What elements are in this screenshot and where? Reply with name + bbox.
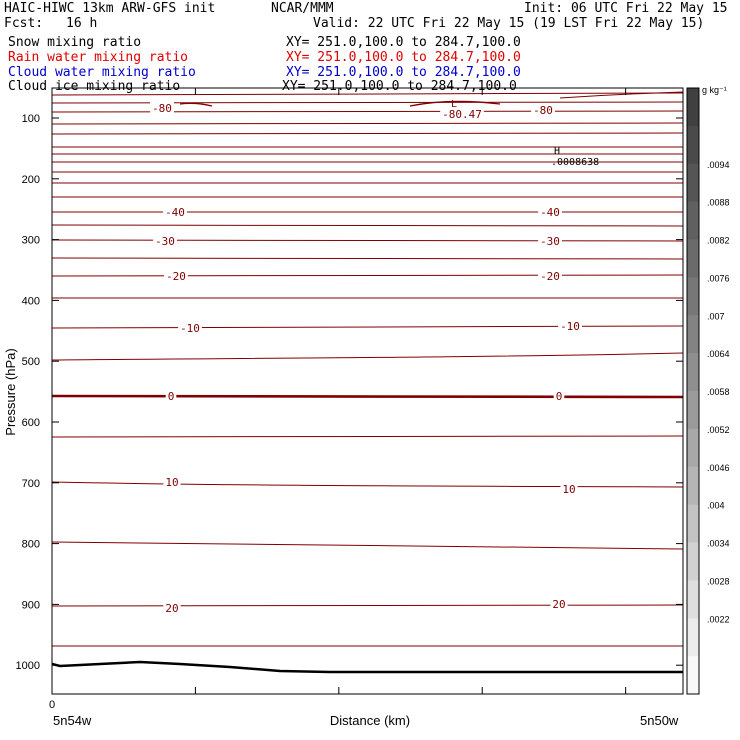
contour-label: -40 bbox=[165, 206, 185, 219]
contour-line bbox=[52, 240, 683, 241]
contour-line bbox=[52, 326, 683, 328]
colorbar-tick-label: .0088 bbox=[707, 197, 730, 208]
y-tick-label: 300 bbox=[21, 234, 40, 247]
colorbar-swatch bbox=[687, 277, 699, 315]
extremum-marker: L bbox=[450, 99, 458, 110]
contour-label: -80 bbox=[533, 104, 553, 117]
y-tick-label: 700 bbox=[21, 477, 40, 490]
colorbar-swatch bbox=[687, 202, 699, 240]
extremum-marker: H bbox=[553, 146, 561, 157]
plot-frame bbox=[52, 88, 683, 694]
contour-line bbox=[52, 353, 683, 360]
colorbar-tick-label: .0022 bbox=[707, 614, 730, 625]
colorbar-tick-label: .0052 bbox=[707, 424, 730, 435]
colorbar-swatch bbox=[687, 467, 699, 505]
chart-title: HAIC-HIWC 13km ARW-GFS init bbox=[4, 1, 216, 16]
extremum-value: .0008638 bbox=[551, 157, 600, 168]
contour-line bbox=[52, 171, 683, 172]
y-tick-label: 500 bbox=[21, 356, 40, 369]
colorbar-tick-label: .0046 bbox=[707, 462, 730, 473]
contour-label: 0 bbox=[555, 390, 563, 403]
x-axis-label: Distance (km) bbox=[329, 713, 411, 728]
x-start-label: 5n54w bbox=[53, 713, 92, 728]
field-cloudwater-xy: XY= 251.0,100.0 to 284.7,100.0 bbox=[286, 65, 521, 80]
contour-line bbox=[52, 258, 683, 259]
contour-label: -80 bbox=[152, 102, 172, 115]
contour-label: -10 bbox=[560, 320, 580, 333]
fcst-label: Fcst: bbox=[4, 16, 44, 31]
fcst-value: 16 h bbox=[66, 16, 98, 31]
contour-line bbox=[52, 482, 683, 487]
terrain-line bbox=[52, 662, 683, 672]
contour-line bbox=[52, 542, 683, 549]
y-tick-label: 400 bbox=[21, 295, 40, 308]
field-rain-xy: XY= 251.0,100.0 to 284.7,100.0 bbox=[286, 50, 521, 65]
colorbar-swatch bbox=[687, 429, 699, 467]
colorbar-tick-label: .0058 bbox=[707, 387, 730, 397]
contour-line bbox=[52, 396, 683, 397]
colorbar-swatch bbox=[687, 656, 699, 694]
contour-label: -40 bbox=[540, 206, 560, 219]
valid-time: Valid: 22 UTC Fri 22 May 15 (19 LST Fri 22 May 15) bbox=[313, 16, 705, 31]
contour-line bbox=[52, 123, 683, 125]
colorbar-swatch bbox=[687, 505, 699, 543]
contour-line bbox=[52, 93, 683, 95]
y-tick-label: 900 bbox=[21, 599, 40, 612]
contour-line bbox=[52, 133, 683, 134]
x-axis bbox=[52, 88, 626, 694]
y-tick-label: 800 bbox=[21, 538, 40, 551]
contour-line bbox=[52, 111, 683, 112]
plot-border bbox=[52, 88, 683, 694]
contour-line bbox=[52, 146, 683, 147]
contour-line bbox=[52, 225, 683, 227]
colorbar-swatch bbox=[687, 618, 699, 656]
colorbar-tick-label: .0034 bbox=[707, 538, 730, 549]
contour-label: 20 bbox=[165, 602, 179, 615]
contour-line bbox=[52, 436, 683, 437]
field-rain-name: Rain water mixing ratio bbox=[8, 50, 189, 65]
contour-line bbox=[52, 646, 683, 647]
contour-label: 0 bbox=[167, 390, 175, 403]
field-cloudice-name: Cloud ice mixing ratio bbox=[8, 79, 181, 94]
field-snow-name: Snow mixing ratio bbox=[8, 35, 142, 50]
contour-label: -80.47 bbox=[442, 108, 482, 121]
field-cloudwater-name: Cloud water mixing ratio bbox=[8, 65, 196, 80]
colorbar-swatch bbox=[687, 88, 699, 126]
contour-line bbox=[52, 102, 683, 103]
field-snow-xy: XY= 251.0,100.0 to 284.7,100.0 bbox=[286, 35, 521, 50]
colorbar-tick-label: .0064 bbox=[707, 349, 730, 360]
colorbar-tick-label: .0028 bbox=[707, 576, 730, 587]
init-time: Init: 06 UTC Fri 22 May 15 bbox=[524, 1, 728, 16]
colorbar-tick-label: .0076 bbox=[707, 273, 730, 284]
x-tick-label-0: 0 bbox=[48, 699, 56, 711]
contour-line bbox=[52, 154, 683, 155]
colorbar-swatch bbox=[687, 391, 699, 429]
contour-label: -20 bbox=[540, 270, 560, 283]
contour-line bbox=[52, 605, 683, 606]
colorbar-swatch bbox=[687, 580, 699, 618]
contour-line bbox=[180, 103, 212, 106]
colorbar-tick-label: .004 bbox=[707, 500, 725, 511]
x-end-label: 5n50w bbox=[640, 713, 679, 728]
colorbar bbox=[687, 88, 730, 695]
field-cloudice-xy: XY= 251.0,100.0 to 284.7,100.0 bbox=[282, 79, 517, 94]
contour-label: 10 bbox=[165, 476, 179, 489]
colorbar-tick-label: .007 bbox=[707, 311, 725, 322]
colorbar-tick-label: .0094 bbox=[707, 159, 730, 170]
org-label: NCAR/MMM bbox=[271, 1, 334, 16]
colorbar-swatch bbox=[687, 315, 699, 353]
y-tick-label: 100 bbox=[21, 113, 40, 125]
contour-label: -10 bbox=[180, 322, 200, 335]
y-tick-label: 200 bbox=[21, 173, 40, 186]
contour-layer bbox=[52, 92, 683, 672]
contour-line bbox=[52, 297, 683, 298]
contour-line bbox=[52, 196, 683, 197]
colorbar-unit: g kg⁻¹ bbox=[702, 85, 727, 95]
colorbar-swatch bbox=[687, 164, 699, 202]
contour-line bbox=[52, 275, 683, 277]
contour-label: -30 bbox=[540, 235, 560, 248]
colorbar-swatch bbox=[687, 353, 699, 391]
contour-label: 20 bbox=[552, 598, 566, 611]
y-tick-label: 600 bbox=[21, 417, 40, 429]
colorbar-swatch bbox=[687, 543, 699, 581]
contour-line bbox=[52, 211, 683, 212]
colorbar-swatch bbox=[687, 126, 699, 164]
contour-label: -30 bbox=[155, 235, 175, 248]
contour-label: -20 bbox=[166, 270, 186, 283]
y-axis-label: Pressure (hPa) bbox=[3, 348, 18, 436]
colorbar-swatch bbox=[687, 240, 699, 278]
contour-label: 10 bbox=[562, 483, 576, 496]
contour-line bbox=[52, 183, 683, 184]
colorbar-tick-label: .0082 bbox=[707, 235, 730, 246]
y-tick-label: 1000 bbox=[15, 660, 40, 673]
